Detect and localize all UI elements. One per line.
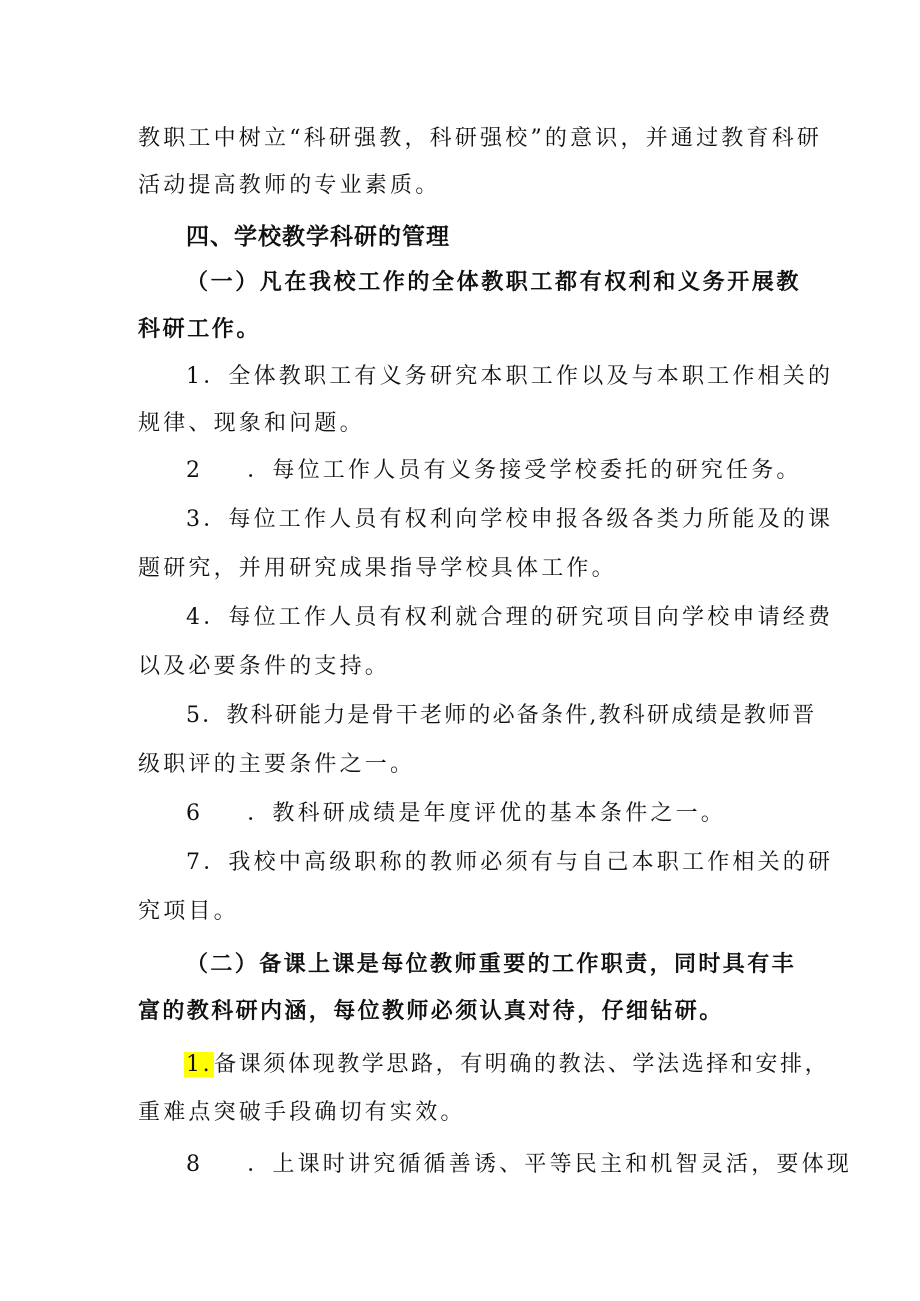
subsection-1-heading-cont: 科研工作。 [138,317,262,342]
subsection-2-heading-cont: 富的教科研内涵，每位教师必须认真对待，仔细钻研。 [138,999,724,1024]
list-item-text: ．教科研成绩是年度评优的基本条件之一。 [247,801,727,826]
list-item-text: ．每位工作人员有义务接受学校委托的研究任务。 [247,458,802,483]
list-item-prep-1 [184,1050,829,1080]
list-item-7-cont: 究项目。 [138,899,239,924]
list-item-number: 2 [186,458,204,483]
list-item-8 [186,1150,852,1180]
list-item-4-cont: 以及必要条件的支持。 [138,654,391,679]
subsection-1-heading: （一）凡在我校工作的全体教职工都有权利和义务开展教 [186,270,802,295]
list-item-5-cont: 级职评的主要条件之一。 [138,752,416,777]
list-item-3: 3．每位工作人员有权利向学校申报各级各类力所能及的课 [186,507,834,532]
paragraph-line: 教职工中树立“科研强教，科研强校”的意识，并通过教育科研 [138,126,823,151]
list-item-5: 5．教科研能力是骨干老师的必备条件,教科研成绩是教师晋 [186,703,817,728]
list-item-number: 6 [186,801,204,826]
list-item-number: 8 [186,1152,204,1177]
list-item-7: 7．我校中高级职称的教师必须有与自己本职工作相关的研 [186,850,834,875]
highlighted-number: 1. [186,1052,213,1077]
subsection-2-heading: （二）备课上课是每位教师重要的工作职责，同时具有丰 [186,952,797,977]
list-item-text: ．上课时讲究循循善诱、平等民主和机智灵活，要体现 [247,1152,853,1177]
list-item-1: 1．全体教职工有义务研究本职工作以及与本职工作相关的 [186,364,834,389]
list-item-2 [186,456,802,486]
list-item-1-cont: 规律、现象和问题。 [138,411,365,436]
list-item-4: 4．每位工作人员有权利就合理的研究项目向学校申请经费 [186,605,834,630]
list-item-prep-1-cont: 重难点突破手段确切有实效。 [138,1100,466,1125]
list-item-text: 备课须体现教学思路，有明确的教法、学法选择和安排， [214,1052,830,1077]
section-heading-4: 四、学校教学科研的管理 [186,224,450,250]
paragraph-line: 活动提高教师的专业素质。 [138,173,441,198]
list-item-6 [186,799,726,829]
list-item-3-cont: 题研究，并用研究成果指导学校具体工作。 [138,556,617,581]
